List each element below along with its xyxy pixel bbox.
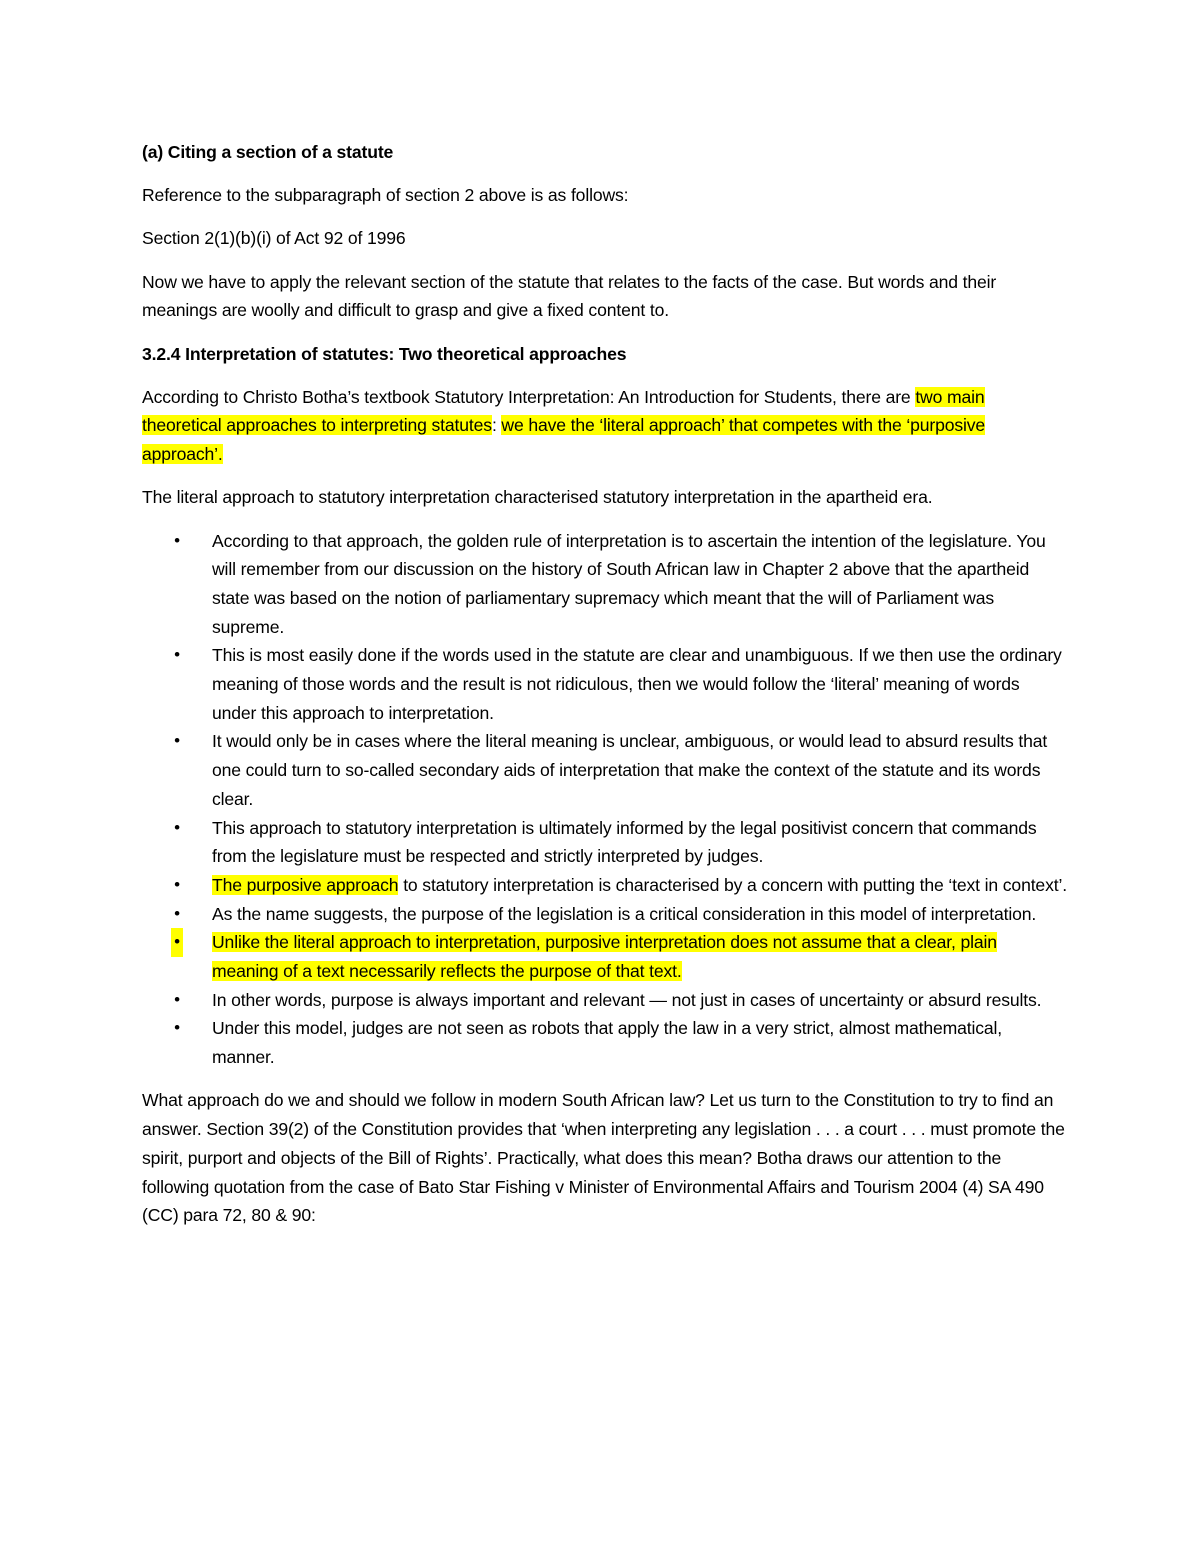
list-item-text: This approach to statutory interpretation is ultimately informed by the legal positivist concern that commands from the legislature must be respected and strictly interpreted by judges. <box>212 817 1037 867</box>
list-item <box>142 727 1067 813</box>
bullet-icon: • <box>174 645 180 665</box>
paragraph-apply-statute: Now we have to apply the relevant section of the statute that relates to the facts of the case. But words and their meanings are woolly and difficult to grasp and give a fixed content to. <box>142 271 997 321</box>
paragraph-section-citation: Section 2(1)(b)(i) of Act 92 of 1996 <box>142 228 406 249</box>
list-item-highlighted <box>142 928 1067 985</box>
list-item <box>142 814 1067 871</box>
paragraph-botha <box>142 383 1067 469</box>
bullet-icon: • <box>174 1018 180 1038</box>
list-item-text: As the name suggests, the purpose of the legislation is a critical consideration in this model of interpretation. <box>212 903 1037 924</box>
list-item-text: This is most easily done if the words used in the statute are clear and unambiguous. If we then use the ordinary meaning of those words and the result is not ridiculous, then we would follow the ‘literal’ meaning of words under this approach to interpretation. <box>212 645 1062 723</box>
bullet-icon: • <box>174 530 180 550</box>
list-item-text: In other words, purpose is always important and relevant — not just in cases of uncertainty or absurd results. <box>212 989 1042 1010</box>
list-item-text: to statutory interpretation is characterised by a concern with putting the ‘text in context’. <box>398 874 1067 895</box>
document-body <box>142 138 1067 1244</box>
list-item <box>142 641 1067 727</box>
bullet-icon: • <box>174 989 180 1009</box>
bullet-icon: • <box>174 817 180 837</box>
bullet-icon: • <box>171 928 183 957</box>
highlight-literal-vs-purposive: we have the ‘literal approach’ that competes with the ‘purposive approach’. <box>142 415 986 465</box>
paragraph-constitution: What approach do we and should we follow in modern South African law? Let us turn to the Constitution to try to find an answer. Section 39(2) of the Constitution provides that ‘when interpreting any legislation . . . a court . . . must promote the spirit, purport and objects of the Bill of Rights’. Practically, what does this mean? Botha draws our attention to the following quotation from the case of Bato Star Fishing v Minister of Environmental Affairs and Tourism 2004 (4) SA 490 (CC) para 72, 80 & 90: <box>142 1090 1065 1226</box>
list-item-text: Unlike the literal approach to interpretation, purposive interpretation does not assume that a clear, plain meaning of a text necessarily reflects the purpose of that text. <box>212 932 997 982</box>
botha-lead-text: According to Christo Botha’s textbook Statutory Interpretation: An Introduction for Students, there are <box>142 386 916 407</box>
paragraph-literal-approach: The literal approach to statutory interpretation characterised statutory interpretation in the apartheid era. <box>142 487 933 508</box>
list-item <box>142 871 1067 900</box>
list-item <box>142 900 1067 929</box>
section-heading-interpretation: 3.2.4 Interpretation of statutes: Two theoretical approaches <box>142 343 627 364</box>
paragraph-reference: Reference to the subparagraph of section 2 above is as follows: <box>142 185 629 206</box>
highlight-purposive-approach: The purposive approach <box>212 874 399 895</box>
section-heading-citing: (a) Citing a section of a statute <box>142 142 394 162</box>
list-item <box>142 986 1067 1015</box>
list-item <box>142 1014 1067 1071</box>
list-item <box>142 527 1067 642</box>
bullet-icon: • <box>174 903 180 923</box>
list-item-text: Under this model, judges are not seen as robots that apply the law in a very strict, almost mathematical, manner. <box>212 1018 1003 1068</box>
botha-colon: : <box>491 415 502 436</box>
list-item-text: According to that approach, the golden rule of interpretation is to ascertain the intention of the legislature. You will remember from our discussion on the history of South African law in Chapter 2 above that the apartheid state was based on the notion of parliamentary supremacy which meant that the will of Parliament was supreme. <box>212 530 1046 637</box>
bullet-list <box>142 527 1067 1072</box>
list-item-text: It would only be in cases where the literal meaning is unclear, ambiguous, or would lead to absurd results that one could turn to so-called secondary aids of interpretation that make the context of the statute and its words clear. <box>212 731 1048 809</box>
bullet-icon: • <box>174 874 180 894</box>
bullet-icon: • <box>174 731 180 751</box>
highlight-two-approaches: two main theoretical approaches to interpreting statutes <box>142 386 985 436</box>
